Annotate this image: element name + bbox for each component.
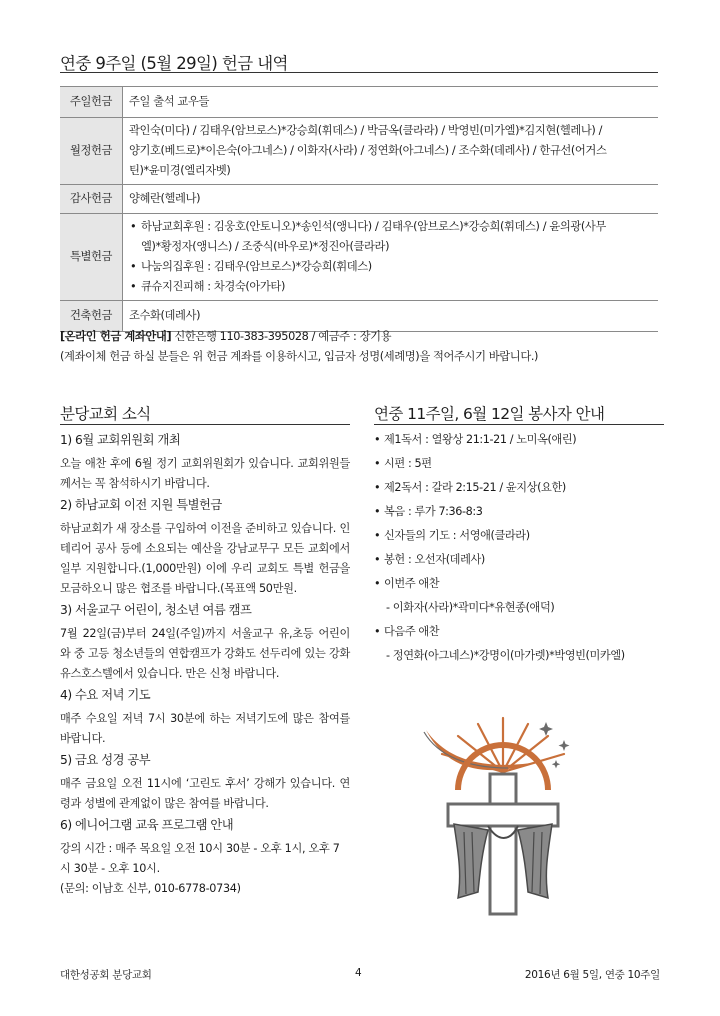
table-row [60,87,658,118]
title-divider [60,72,658,73]
news-item-body: 7월 22일(금)부터 24일(주일)까지 서울교구 유,초등 어린이와 중 고등 청소년들의 연합캠프가 강화도 선두리에 있는 강화유스호스텔에서 있습니다. 만은 신청 바랍니다. [60,627,350,680]
table-row [60,214,658,301]
service-divider [374,424,664,425]
account-info [60,328,391,344]
category-cell: 주일헌금 [60,87,123,118]
news-item-heading: 4) 수요 저녁 기도 [60,688,151,702]
news-item-heading: 1) 6월 교회위원회 개최 [60,433,181,447]
names-cell: 곽인숙(미다) / 김태우(암브로스)*강승희(휘데스) / 박금옥(클라라) / 박영빈(미가엘)*김지현(헬레나) / 양기호(베드로)*이은숙(아그네스) / 이화자(사라) / 정연화(아그네스) / 조수화(데레사) / 한규선(어거스 틴)*윤미경(엘리자벳) [123,118,659,185]
news-item-body: 강의 시간 : 매주 목요일 오전 10시 30분 - 오후 1시, 오후 7시 30분 - 오후 10시. (문의: 이남호 신부, 010-6778-0734) [60,842,340,895]
table-row [60,301,658,332]
news-item-heading: 5) 금요 성경 공부 [60,753,151,767]
offering-table [60,86,658,332]
service-list [374,432,664,672]
list-subitem: - 정연화(아그네스)*강명이(마가렛)*박영빈(미카엘) [386,649,625,662]
category-cell: 특별헌금 [60,214,123,301]
names-cell [123,214,659,301]
category-cell: 건축헌금 [60,301,123,332]
cross-emblem-icon [418,712,588,922]
news-list [60,432,350,902]
news-item-heading: 6) 에니어그램 교육 프로그램 안내 [60,818,234,832]
news-title: 분당교회 소식 [60,405,151,423]
list-item: • 신자들의 기도 : 서영애(클라라) [374,529,530,542]
list-item: • 복음 : 루가 7:36-8:3 [374,505,483,518]
category-cell: 감사헌금 [60,185,123,214]
page-number: 4 [355,967,362,979]
names-cell: 주일 출석 교우들 [123,87,659,118]
news-item-heading: 3) 서울교구 어린이, 청소년 여름 캠프 [60,603,252,617]
list-item: • 나눔의집후원 : 김태우(암브로스)*강승희(휘데스) [129,257,652,277]
page-title: 연중 9주일 (5월 29일) 헌금 내역 [60,54,288,73]
service-title: 연중 11주일, 6월 12일 봉사자 안내 [374,405,605,423]
footer-right: 2016년 6월 5일, 연중 10주일 [524,969,660,981]
news-item-heading: 2) 하남교회 이전 지원 특별헌금 [60,498,222,512]
list-subitem: - 이화자(사라)*곽미다*유현종(애덕) [386,601,555,614]
names-cell: 양혜란(헬레나) [123,185,659,214]
list-item: • 이번주 애찬 [374,577,440,590]
news-item-body: 오늘 애찬 후에 6월 정기 교회위원회가 있습니다. 교회위원들께서는 꼭 참석하시기 바랍니다. [60,457,350,490]
names-cell: 조수화(데레사) [123,301,659,332]
list-item: • 제2독서 : 갈라 2:15-21 / 윤지상(요한) [374,481,566,494]
list-item: • 하남교회후원 : 김웅호(안토니오)*송인석(앵니다) / 김태우(암브로스)*강승희(휘데스) / 윤의광(사무 엘)*황정자(앵니스) / 조중식(바우로)*정진아(클라라) [129,217,652,257]
table-row [60,118,658,185]
category-cell: 월정헌금 [60,118,123,185]
news-item-body: 하남교회가 새 장소를 구입하여 이전을 준비하고 있습니다. 인테리어 공사 등에 소요되는 예산을 강남교무구 모든 교회에서 일부 지원합니다.(1,000만원) 이에 우리 교회도 특별 헌금을 모금하오니 많은 협조를 바랍니다.(목표액 50만원. [60,522,350,595]
list-item: • 다음주 애찬 [374,625,440,638]
table-row [60,185,658,214]
account-label: [온라인 헌금 계좌안내] [60,330,172,343]
list-item: • 큐슈지진피해 : 차경숙(아가타) [129,277,652,297]
account-text: 신한은행 110-383-395028 / 예금주 : 장기용 [171,330,392,343]
news-item-body: 매주 수요일 저녁 7시 30분에 하는 저녁기도에 많은 참여를 바랍니다. [60,712,350,745]
footer-left: 대한성공회 분당교회 [60,969,152,981]
account-note: (계좌이체 헌금 하실 분들은 위 헌금 계좌를 이용하시고, 입금자 성명(세례명)을 적어주시기 바랍니다.) [60,350,539,363]
list-item: • 봉헌 : 오선자(데레사) [374,553,485,566]
news-divider [60,424,350,425]
list-item: • 시편 : 5편 [374,457,432,470]
news-item-body: 매주 금요일 오전 11시에 ‘고린도 후서’ 강해가 있습니다. 연령과 성별에 관계없이 많은 참여를 바랍니다. [60,777,350,810]
list-item: • 제1독서 : 열왕상 21:1-21 / 노미옥(애린) [374,433,577,446]
